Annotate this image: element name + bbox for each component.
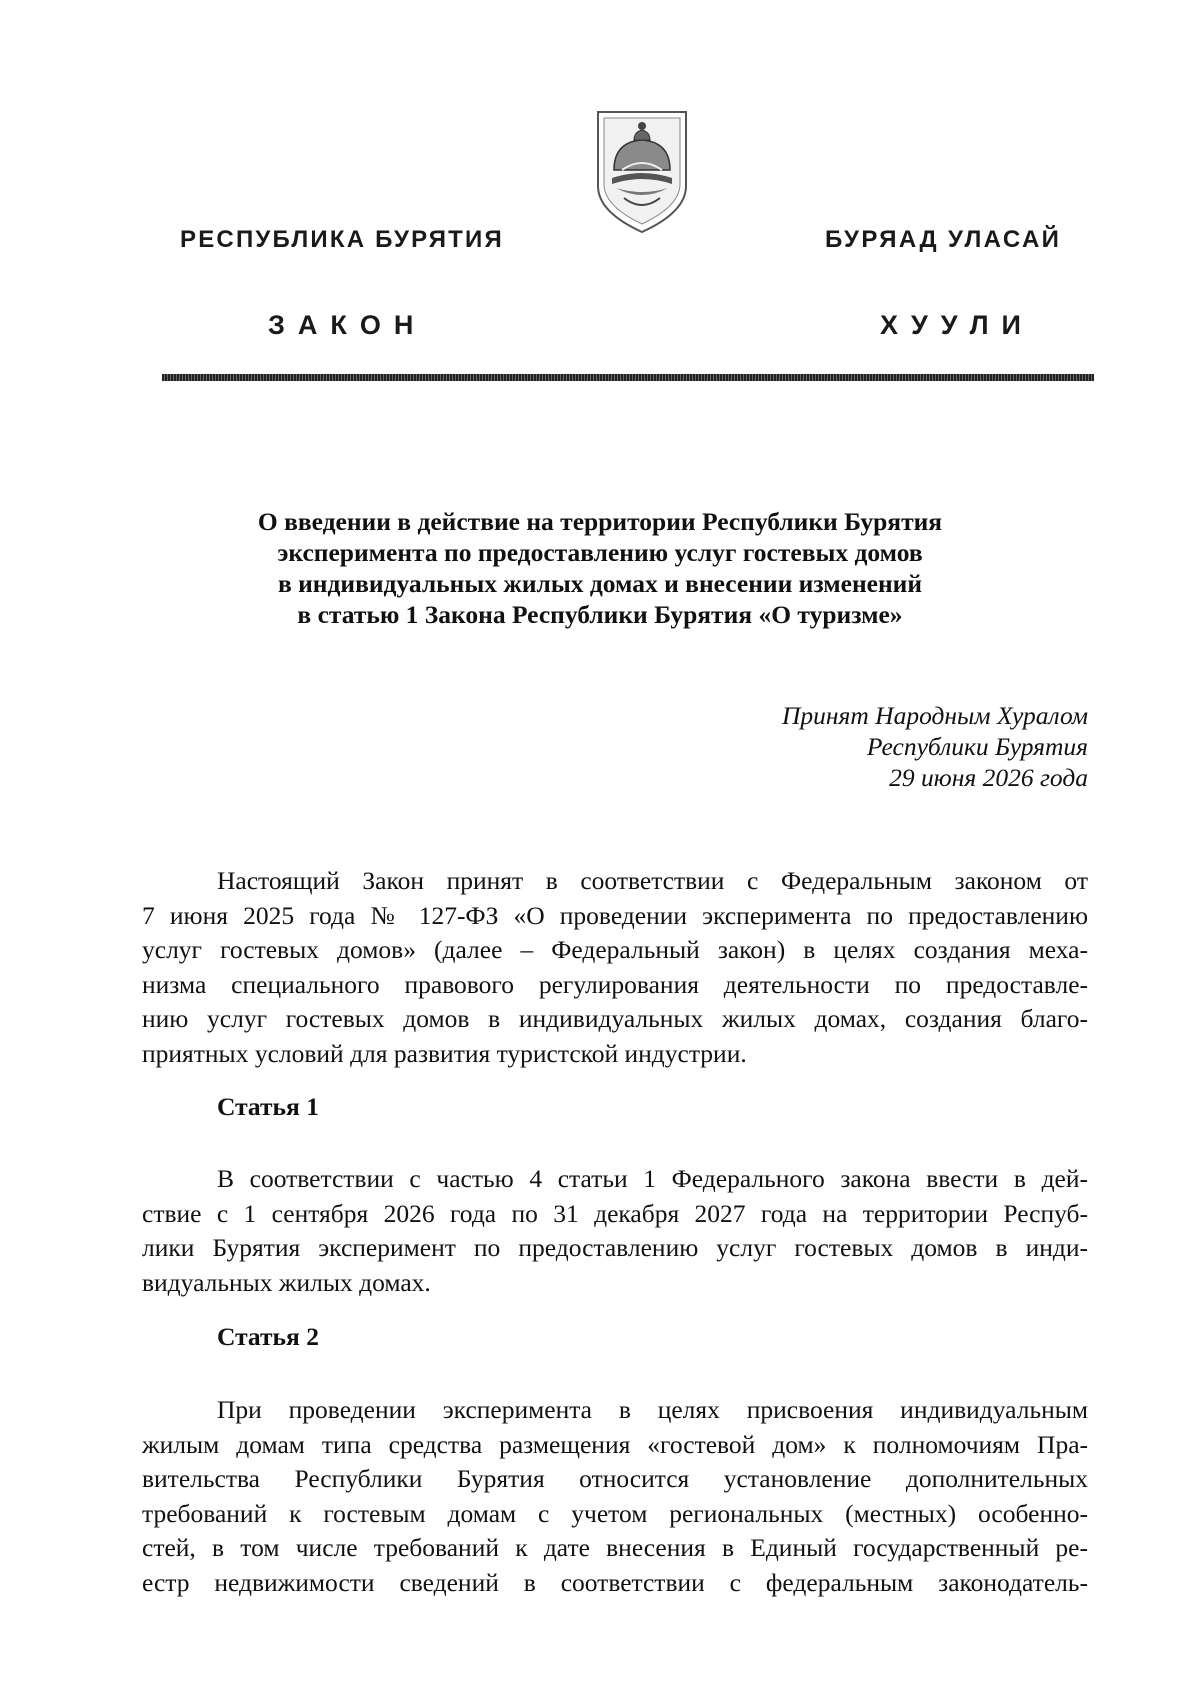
text-line: естр недвижимости сведений в соответствии с федеральным законодатель- <box>142 1567 1088 1597</box>
article-1-paragraph <box>142 1162 1088 1300</box>
text-line: видуальных жилых домах. <box>142 1267 431 1297</box>
preamble-paragraph <box>142 864 1088 1071</box>
title-line: в статью 1 Закона Республики Бурятия «О туризме» <box>297 600 903 629</box>
adoption-line: Принят Народным Хуралом <box>781 701 1088 730</box>
article-2-heading: Статья 2 <box>217 1322 319 1351</box>
text-line: При проведении эксперимента в целях присвоения индивидуальным <box>217 1395 1088 1424</box>
text-line: низма специального правового регулирования деятельности по предоставле- <box>142 969 1088 999</box>
adoption-line: Республики Бурятия <box>866 732 1088 761</box>
text-line: лики Бурятия эксперимент по предоставлению услуг гостевых домов в инди- <box>142 1233 1088 1262</box>
header-divider <box>162 374 1094 381</box>
republic-name-buryat: БУРЯАД УЛАСАЙ <box>825 226 1062 253</box>
text-line: нию услуг гостевых домов в индивидуальных жилых домах, создания благо- <box>142 1004 1088 1033</box>
title-line: О введении в действие на территории Республики Бурятия <box>257 507 943 536</box>
text-line: В соответствии с частью 4 статьи 1 Федерального закона ввести в дей- <box>217 1164 1088 1193</box>
adoption-line: 29 июня 2026 года <box>889 763 1088 792</box>
text-line: 7 июня 2025 года № 127-ФЗ «О проведении эксперимента по предоставлению <box>142 900 1088 930</box>
text-line: жилым домам типа средства размещения «гостевой дом» к полномочиям Пра- <box>142 1429 1088 1459</box>
republic-name-russian: РЕСПУБЛИКА БУРЯТИЯ <box>180 226 504 253</box>
text-line: приятных условий для развития туристской индустрии. <box>142 1038 747 1068</box>
article-1-heading: Статья 1 <box>217 1092 319 1121</box>
text-line: услуг гостевых домов» (далее – Федеральный закон) в целях создания меха- <box>142 935 1088 964</box>
text-line: требований к гостевым домам с учетом региональных (местных) особенно- <box>142 1498 1088 1528</box>
text-line: стей, в том числе требований к дате внесения в Единый государственный ре- <box>142 1533 1088 1562</box>
text-line: ствие с 1 сентября 2026 года по 31 декабря 2027 года на территории Респуб- <box>142 1198 1088 1228</box>
article-2-paragraph <box>142 1393 1088 1600</box>
text-line: Настоящий Закон принят в соответствии с Федеральным законом от <box>217 866 1088 895</box>
title-line: эксперимента по предоставлению услуг гостевых домов <box>277 538 923 567</box>
document-type-buryat: ХУУЛИ <box>880 310 1034 340</box>
document-type-russian: ЗАКОН <box>268 310 427 340</box>
title-line: в индивидуальных жилых домах и внесении изменений <box>277 569 923 598</box>
emblem-icon <box>594 108 690 236</box>
law-title <box>150 506 1050 630</box>
coat-of-arms-emblem <box>594 108 690 236</box>
adoption-note <box>782 700 1088 793</box>
text-line: вительства Республики Бурятия относится установление дополнительных <box>142 1464 1088 1493</box>
